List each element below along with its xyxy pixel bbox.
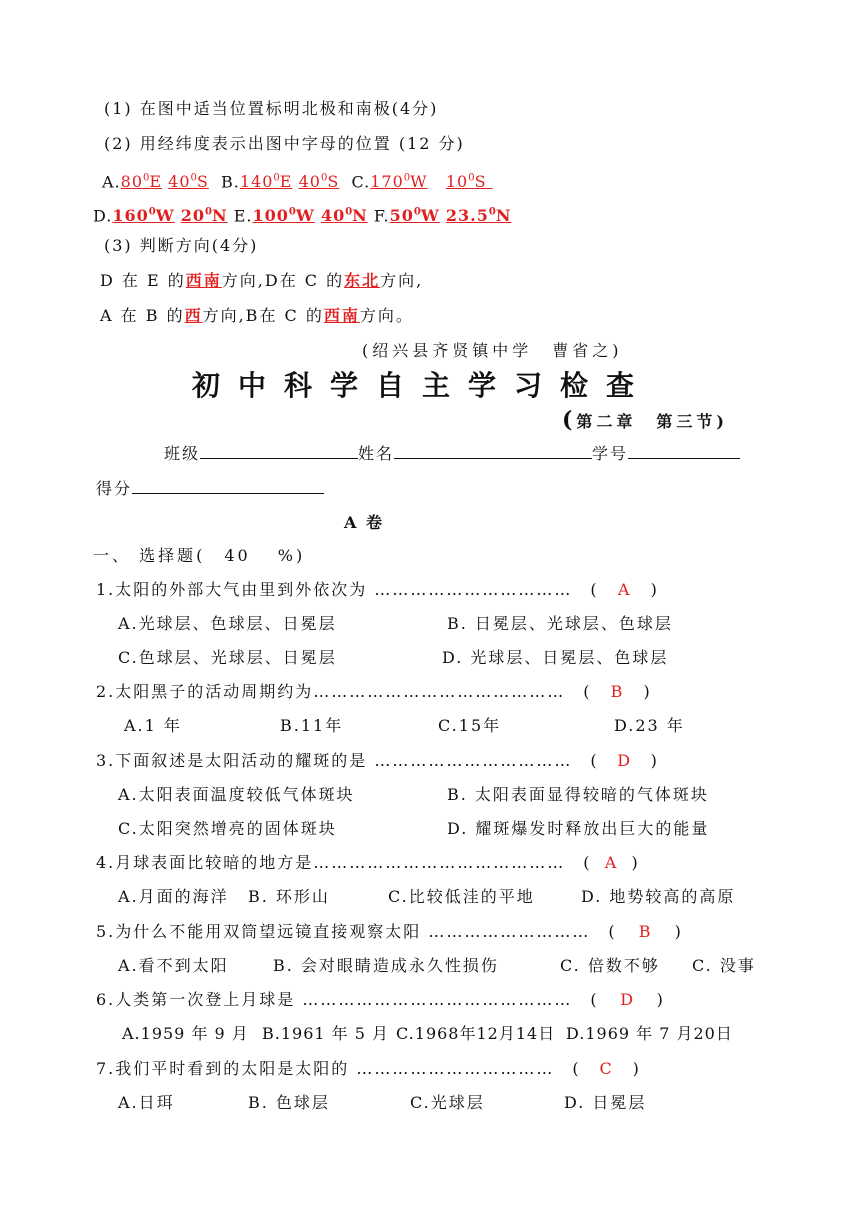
q3-option-a: A.太阳表面温度较低气体斑块 xyxy=(118,785,355,804)
q2-option-a: A.1 年 xyxy=(124,716,182,735)
q6-option-d: D.1969 年 7 月20日 xyxy=(566,1024,733,1043)
q1-option-c: C.色球层、光球层、日冕层 xyxy=(118,648,337,667)
q2-option-b: B.11年 xyxy=(280,716,344,735)
q2-option-d: D.23 年 xyxy=(614,716,685,735)
q4-option-b: B. 环形山 xyxy=(248,887,330,906)
subtitle: (第二章 第三节) xyxy=(562,407,728,433)
class-field[interactable] xyxy=(200,442,358,459)
q4-option-a: A.月面的海洋 xyxy=(118,887,229,906)
q7-option-b: B. 色球层 xyxy=(248,1093,330,1112)
q6-option-c: C.1968年12月14日 xyxy=(396,1024,556,1043)
score-label: 得分 xyxy=(96,479,133,498)
question-4: 4.月球表面比较暗的地方是…………………………………… ( A ) xyxy=(96,853,640,872)
q2-text: (2) 用经纬度表示出图中字母的位置 (12 分) xyxy=(104,134,465,153)
id-label: 学号 xyxy=(592,444,629,463)
q3-option-d: D. 耀斑爆发时释放出巨大的能量 xyxy=(447,819,710,838)
question-7: 7.我们平时看到的太阳是太阳的 …………………………… ( C ) xyxy=(96,1059,641,1078)
section-heading: 一、 选择题( 40 %) xyxy=(93,546,306,565)
q1-option-a: A.光球层、色球层、日冕层 xyxy=(118,614,337,633)
q5-option-a: A.看不到太阳 xyxy=(118,956,229,975)
question-1: 1.太阳的外部大气由里到外依次为 …………………………… ( A ) xyxy=(96,580,659,599)
q4-option-c: C.比较低洼的平地 xyxy=(388,887,535,906)
id-field[interactable] xyxy=(628,442,740,459)
direction-line-1: D 在 E 的西南方向,D在 C 的东北方向, xyxy=(100,271,424,290)
q7-option-d: D. 日冕层 xyxy=(564,1093,647,1112)
coords-row-2: D.160$^0$W $20^0N$ E.100$^0$W $40^0N$ $F.50^0W$ 23.5$^0$N xyxy=(93,206,512,226)
question-3: 3.下面叙述是太阳活动的耀斑的是 …………………………… ( D ) xyxy=(96,751,659,770)
direction-line-2: A 在 B 的西方向,B在 C 的西南方向。 xyxy=(100,306,414,325)
page-title: 初中科学自主学习检查 xyxy=(192,369,653,402)
student-info-row xyxy=(164,442,740,465)
q1-text: (1) 在图中适当位置标明北极和南极(4分) xyxy=(104,99,439,118)
name-field[interactable] xyxy=(394,442,592,459)
q3-option-b: B. 太阳表面显得较暗的气体斑块 xyxy=(447,785,709,804)
class-label: 班级 xyxy=(164,444,201,463)
name-label: 姓名 xyxy=(358,444,395,463)
q6-option-a: A.1959 年 9 月 xyxy=(122,1024,249,1043)
author-line: (绍兴县齐贤镇中学 曹省之) xyxy=(362,341,623,360)
coords-row-1: $A.80^0E$ $40^0S$ B.140$^0$E $40^0S$ C.170$^0$W $10^0S$ xyxy=(102,172,487,192)
q2-option-c: C.15年 xyxy=(438,716,502,735)
q7-option-c: C.光球层 xyxy=(410,1093,485,1112)
question-6: 6.人类第一次登上月球是 ……………………………………… ( D ) xyxy=(96,990,665,1009)
question-2: 2.太阳黑子的活动周期约为…………………………………… ( B ) xyxy=(96,682,652,701)
q5-option-b: B. 会对眼睛造成永久性损伤 xyxy=(273,956,499,975)
q1-option-b: B. 日冕层、光球层、色球层 xyxy=(447,614,673,633)
q6-option-b: B.1961 年 5 月 xyxy=(262,1024,390,1043)
q4-option-d: D. 地势较高的高原 xyxy=(581,887,736,906)
q5-option-d: C. 没事 xyxy=(692,956,756,975)
volume-label: A 卷 xyxy=(344,513,384,532)
q3-option-c: C.太阳突然增亮的固体斑块 xyxy=(118,819,337,838)
score-row xyxy=(96,477,324,500)
q3-text: (3) 判断方向(4分) xyxy=(104,236,259,255)
q1-option-d: D. 光球层、日冕层、色球层 xyxy=(442,648,669,667)
score-field[interactable] xyxy=(132,477,324,494)
question-5: 5.为什么不能用双筒望远镜直接观察太阳 ……………………… ( B ) xyxy=(96,922,683,941)
q5-option-c: C. 倍数不够 xyxy=(560,956,660,975)
q7-option-a: A.日珥 xyxy=(118,1093,175,1112)
